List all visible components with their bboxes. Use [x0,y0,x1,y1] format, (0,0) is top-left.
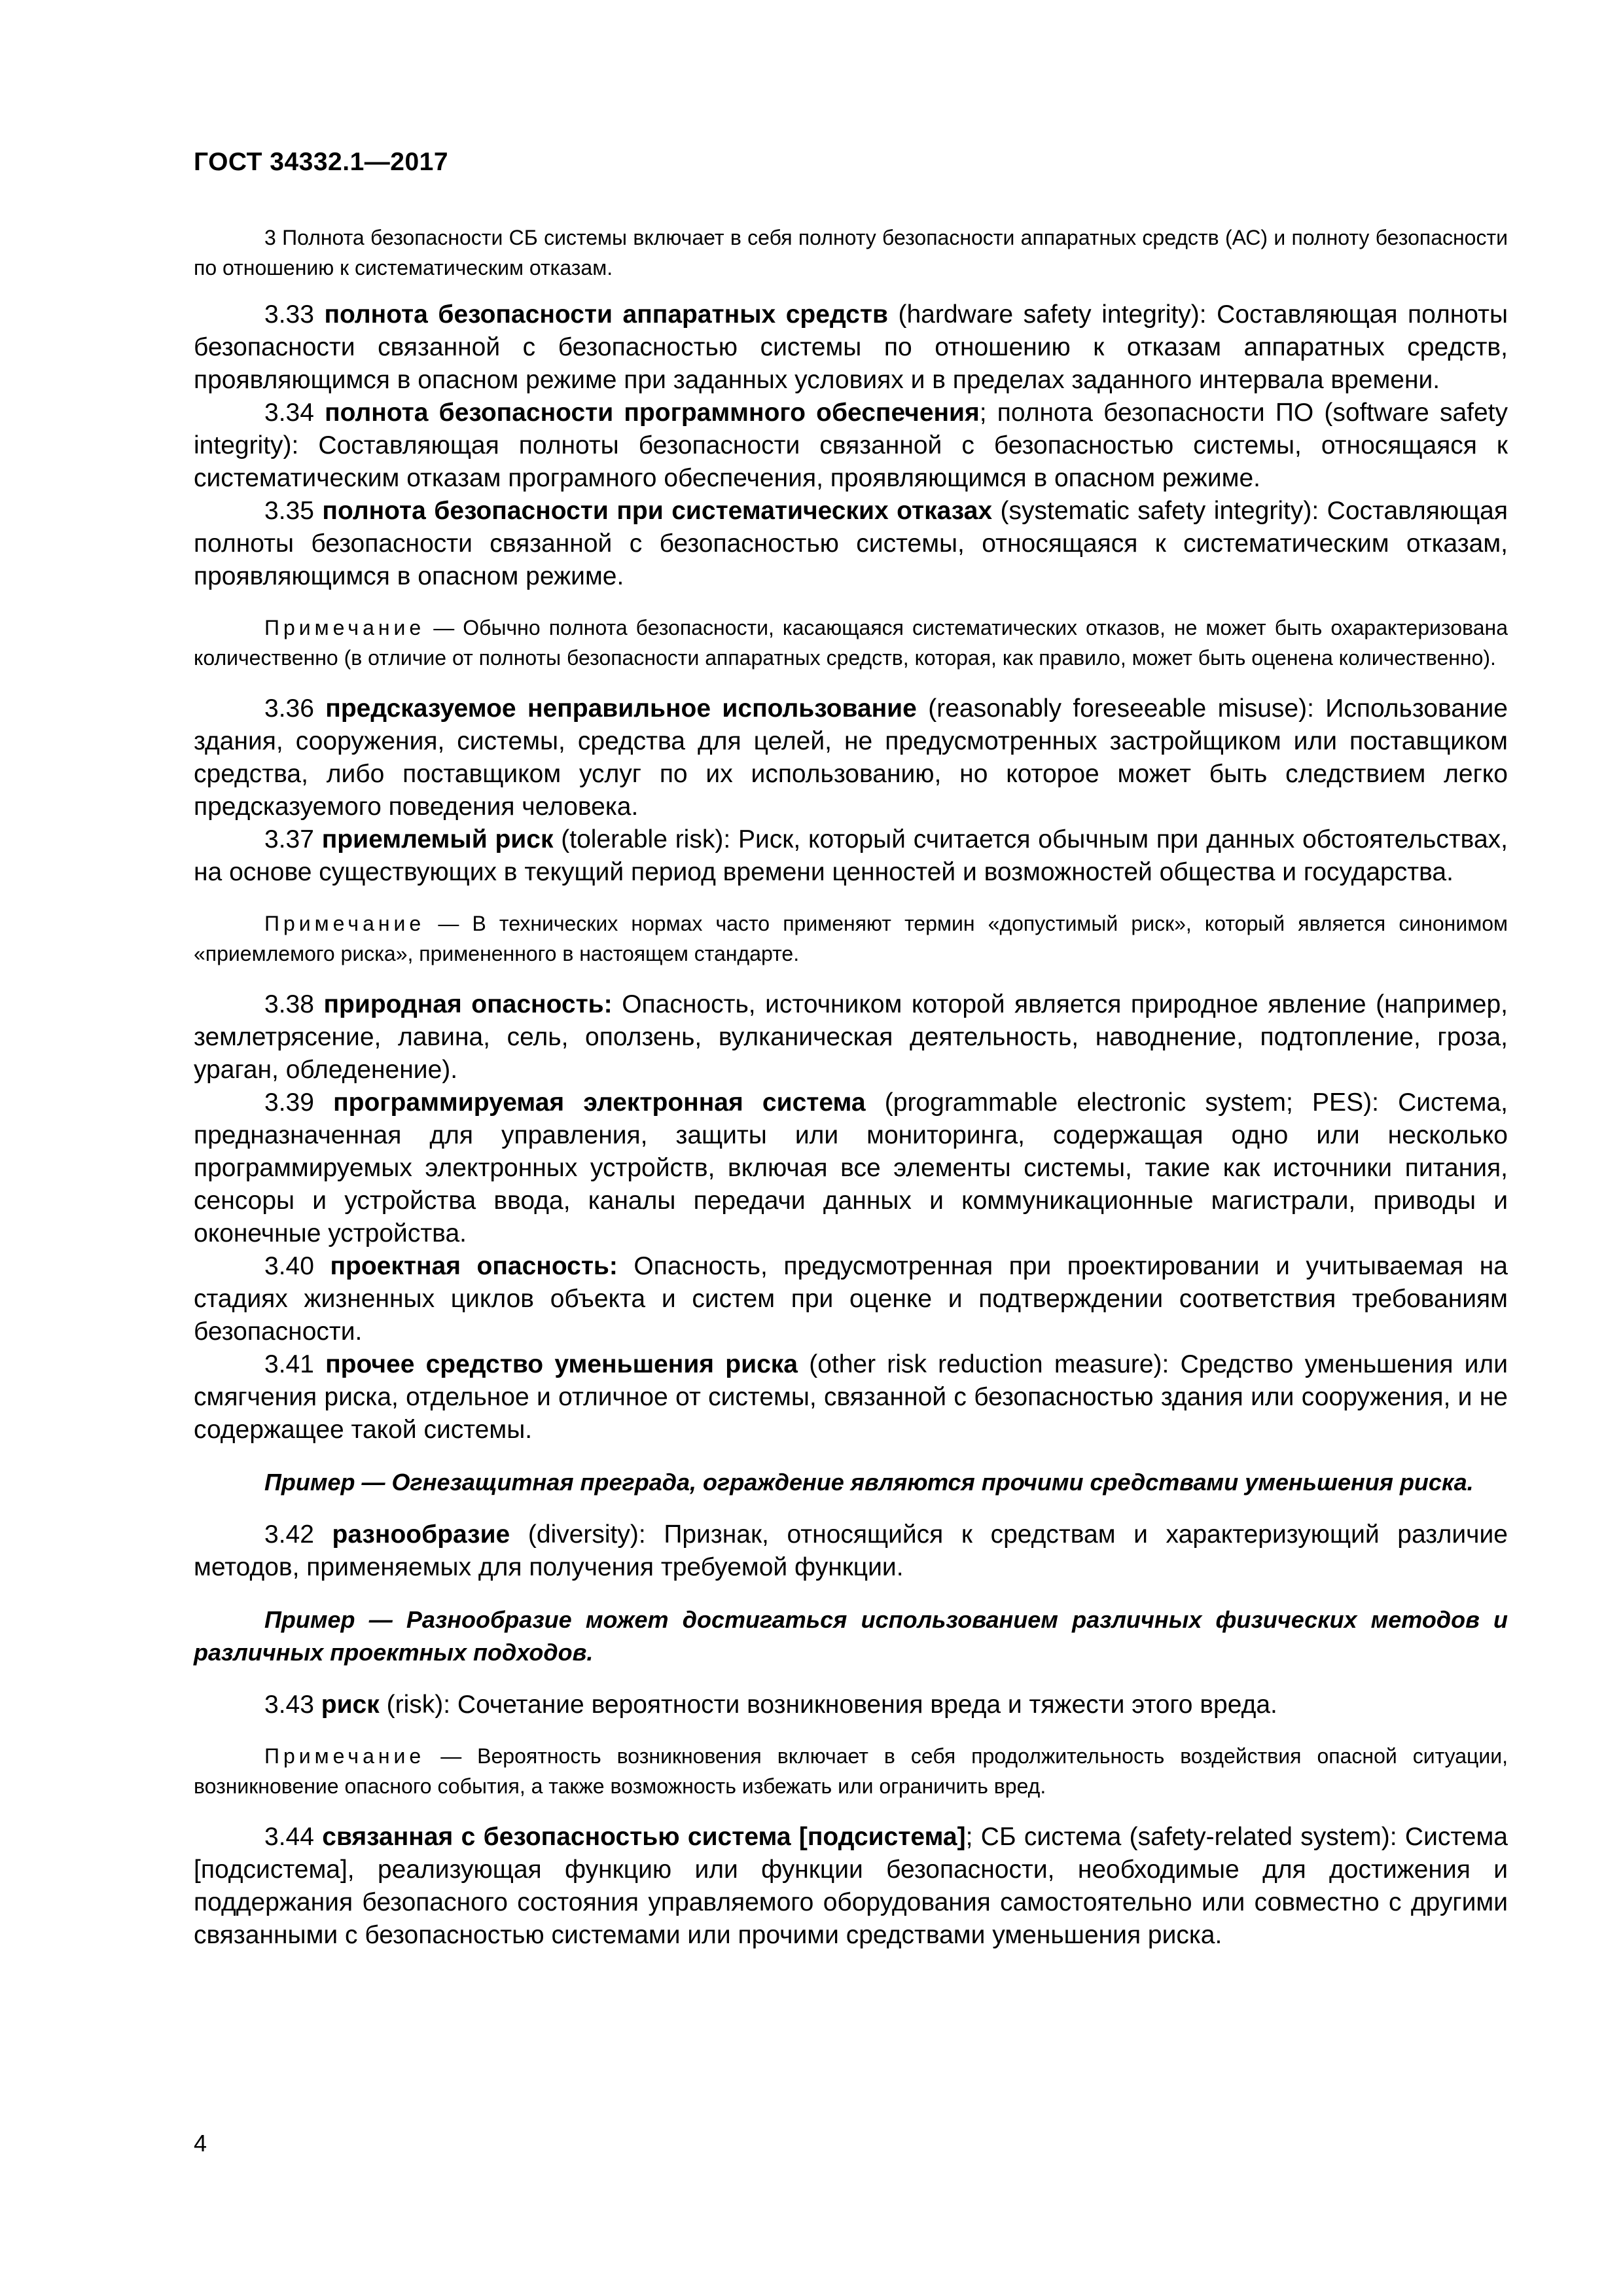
page-number: 4 [194,2130,207,2157]
term-name: программируемая электронная система [333,1088,866,1117]
example-3-41: Пример — Огнезащитная преграда, ограждение являются прочими средствами уменьшения риска. [264,1469,1474,1496]
term-number: 3.40 [264,1252,330,1280]
term-3-42 [194,1518,1508,1584]
example-3-42: Пример — Разнообразие может достигаться использованием различных физических методов и различных проектных подходов. [194,1606,1508,1666]
term-number: 3.33 [264,300,325,329]
term-number: 3.41 [264,1350,326,1378]
document-body [194,223,1508,1952]
note-3-37 [194,908,1508,969]
term-definition: (hardware safety integrity): Составляющая полноты безопасности связанной с безопасностью системы по отношению к отказам аппаратных средств, проявляющимся в опасном режиме при заданных условиях и в пределах заданного интервала времени. [194,300,1508,394]
term-name: полнота безопасности аппаратных средств [324,300,888,329]
note-text: — В технических нормах часто применяют термин «допустимый риск», который является синонимом «приемлемого риска», примененного в настоящем стандарте. [194,912,1508,965]
term-name: приемлемый риск [321,825,554,853]
term-3-40 [194,1250,1508,1348]
note-label: Примечание [264,616,425,639]
term-definition: (tolerable risk): Риск, который считается обычным при данных обстоятельствах, на основе существующих в текущий период времени ценностей и возможностей общества и государства. [194,825,1508,886]
term-3-35 [194,495,1508,593]
term-3-41 [194,1348,1508,1446]
term-3-34 [194,397,1508,495]
term-definition: ; СБ система (safety-related system): Система [подсистема], реализующая функцию или функции безопасности, необходимые для достижения и поддержания безопасного состояния управляемого оборудования самостоятельно или совместно с другими связанными с безопасностью системами или прочими средствами уменьшения риска. [194,1823,1508,1949]
term-3-44 [194,1821,1508,1952]
term-number: 3.39 [264,1088,334,1117]
term-definition: (programmable electronic system; PES): Система, предназначенная для управления, защиты или мониторинга, содержащая одно или несколько программируемых электронных устройств, включая все элементы системы, такие как источники питания, сенсоры и устройства ввода, каналы передачи данных и коммуникационные магистрали, приводы и оконечные устройства. [194,1088,1508,1247]
term-number: 3.36 [264,694,326,723]
term-3-43 [194,1689,1508,1721]
term-definition: (systematic safety integrity): Составляющая полноты безопасности связанной с безопасностью системы, относящаяся к систематическим отказам, проявляющимся в опасном режиме. [194,497,1508,590]
term-name: полнота безопасности при систематических отказах [322,497,993,525]
term-number: 3.35 [264,497,323,525]
term-3-39 [194,1086,1508,1250]
term-number: 3.44 [264,1823,323,1851]
term-name: разнообразие [332,1520,510,1549]
term-number: 3.43 [264,1691,321,1719]
note-text: — Вероятность возникновения включает в себя продолжительность воздействия опасной ситуации, возникновение опасного события, а также возможность избежать или ограничить вред. [194,1744,1508,1798]
term-number: 3.42 [264,1520,332,1549]
term-3-38 [194,988,1508,1086]
term-name: риск [321,1691,380,1719]
term-3-33 [194,298,1508,397]
term-definition: Опасность, источником которой является природное явление (например, землетрясение, лавина, сель, оползень, вулканическая деятельность, наводнение, подтопление, гроза, ураган, обледенение). [194,990,1508,1084]
term-definition: (diversity): Признак, относящийся к средствам и характеризующий различие методов, применяемых для получения требуемой функции. [194,1520,1508,1581]
term-name: связанная с безопасностью система [подсистема] [322,1823,966,1851]
term-definition: (other risk reduction measure): Средство уменьшения или смягчения риска, отдельное и отличное от системы, связанной с безопасностью здания или сооружения, и не содержащее такой системы. [194,1350,1508,1444]
term-3-36 [194,692,1508,823]
document-header: ГОСТ 34332.1—2017 [194,148,449,176]
term-name: прочее средство уменьшения риска [325,1350,798,1378]
term-definition: Опасность, предусмотренная при проектировании и учитываемая на стадиях жизненных циклов объекта и систем при оценке и подтверждении соответствия требованиям безопасности. [194,1252,1508,1346]
intro-note: 3 Полнота безопасности СБ системы включает в себя полноту безопасности аппаратных средств (АС) и полноту безопасности по отношению к систематическим отказам. [194,226,1508,279]
term-number: 3.37 [264,825,322,853]
note-3-43 [194,1741,1508,1801]
note-label: Примечание [264,912,425,935]
term-name: полнота безопасности программного обеспечения [325,399,980,427]
term-name: проектная опасность: [330,1252,618,1280]
term-number: 3.34 [264,399,325,427]
note-label: Примечание [264,1744,425,1768]
term-definition: (reasonably foreseeable misuse): Использование здания, сооружения, системы, средства для целей, не предусмотренных застройщиком или поставщиком средства, либо поставщиком услуг по их использованию, но которое может быть следствием легко предсказуемого поведения человека. [194,694,1508,821]
term-name: природная опасность: [323,990,613,1018]
term-name: предсказуемое неправильное использование [325,694,917,723]
note-3-35 [194,613,1508,673]
note-text: — Обычно полнота безопасности, касающаяся систематических отказов, не может быть охарактеризована количественно (в отличие от полноты безопасности аппаратных средств, которая, как правило, может быть оценена количественно). [194,616,1508,670]
term-definition: (risk): Сочетание вероятности возникновения вреда и тяжести этого вреда. [379,1691,1277,1719]
term-number: 3.38 [264,990,324,1018]
term-3-37 [194,823,1508,889]
term-definition: ; полнота безопасности ПО (software safety integrity): Составляющая полноты безопасности связанной с безопасностью системы, относящаяся к систематическим отказам програмного обеспечения, проявляющимся в опасном режиме. [194,399,1508,492]
